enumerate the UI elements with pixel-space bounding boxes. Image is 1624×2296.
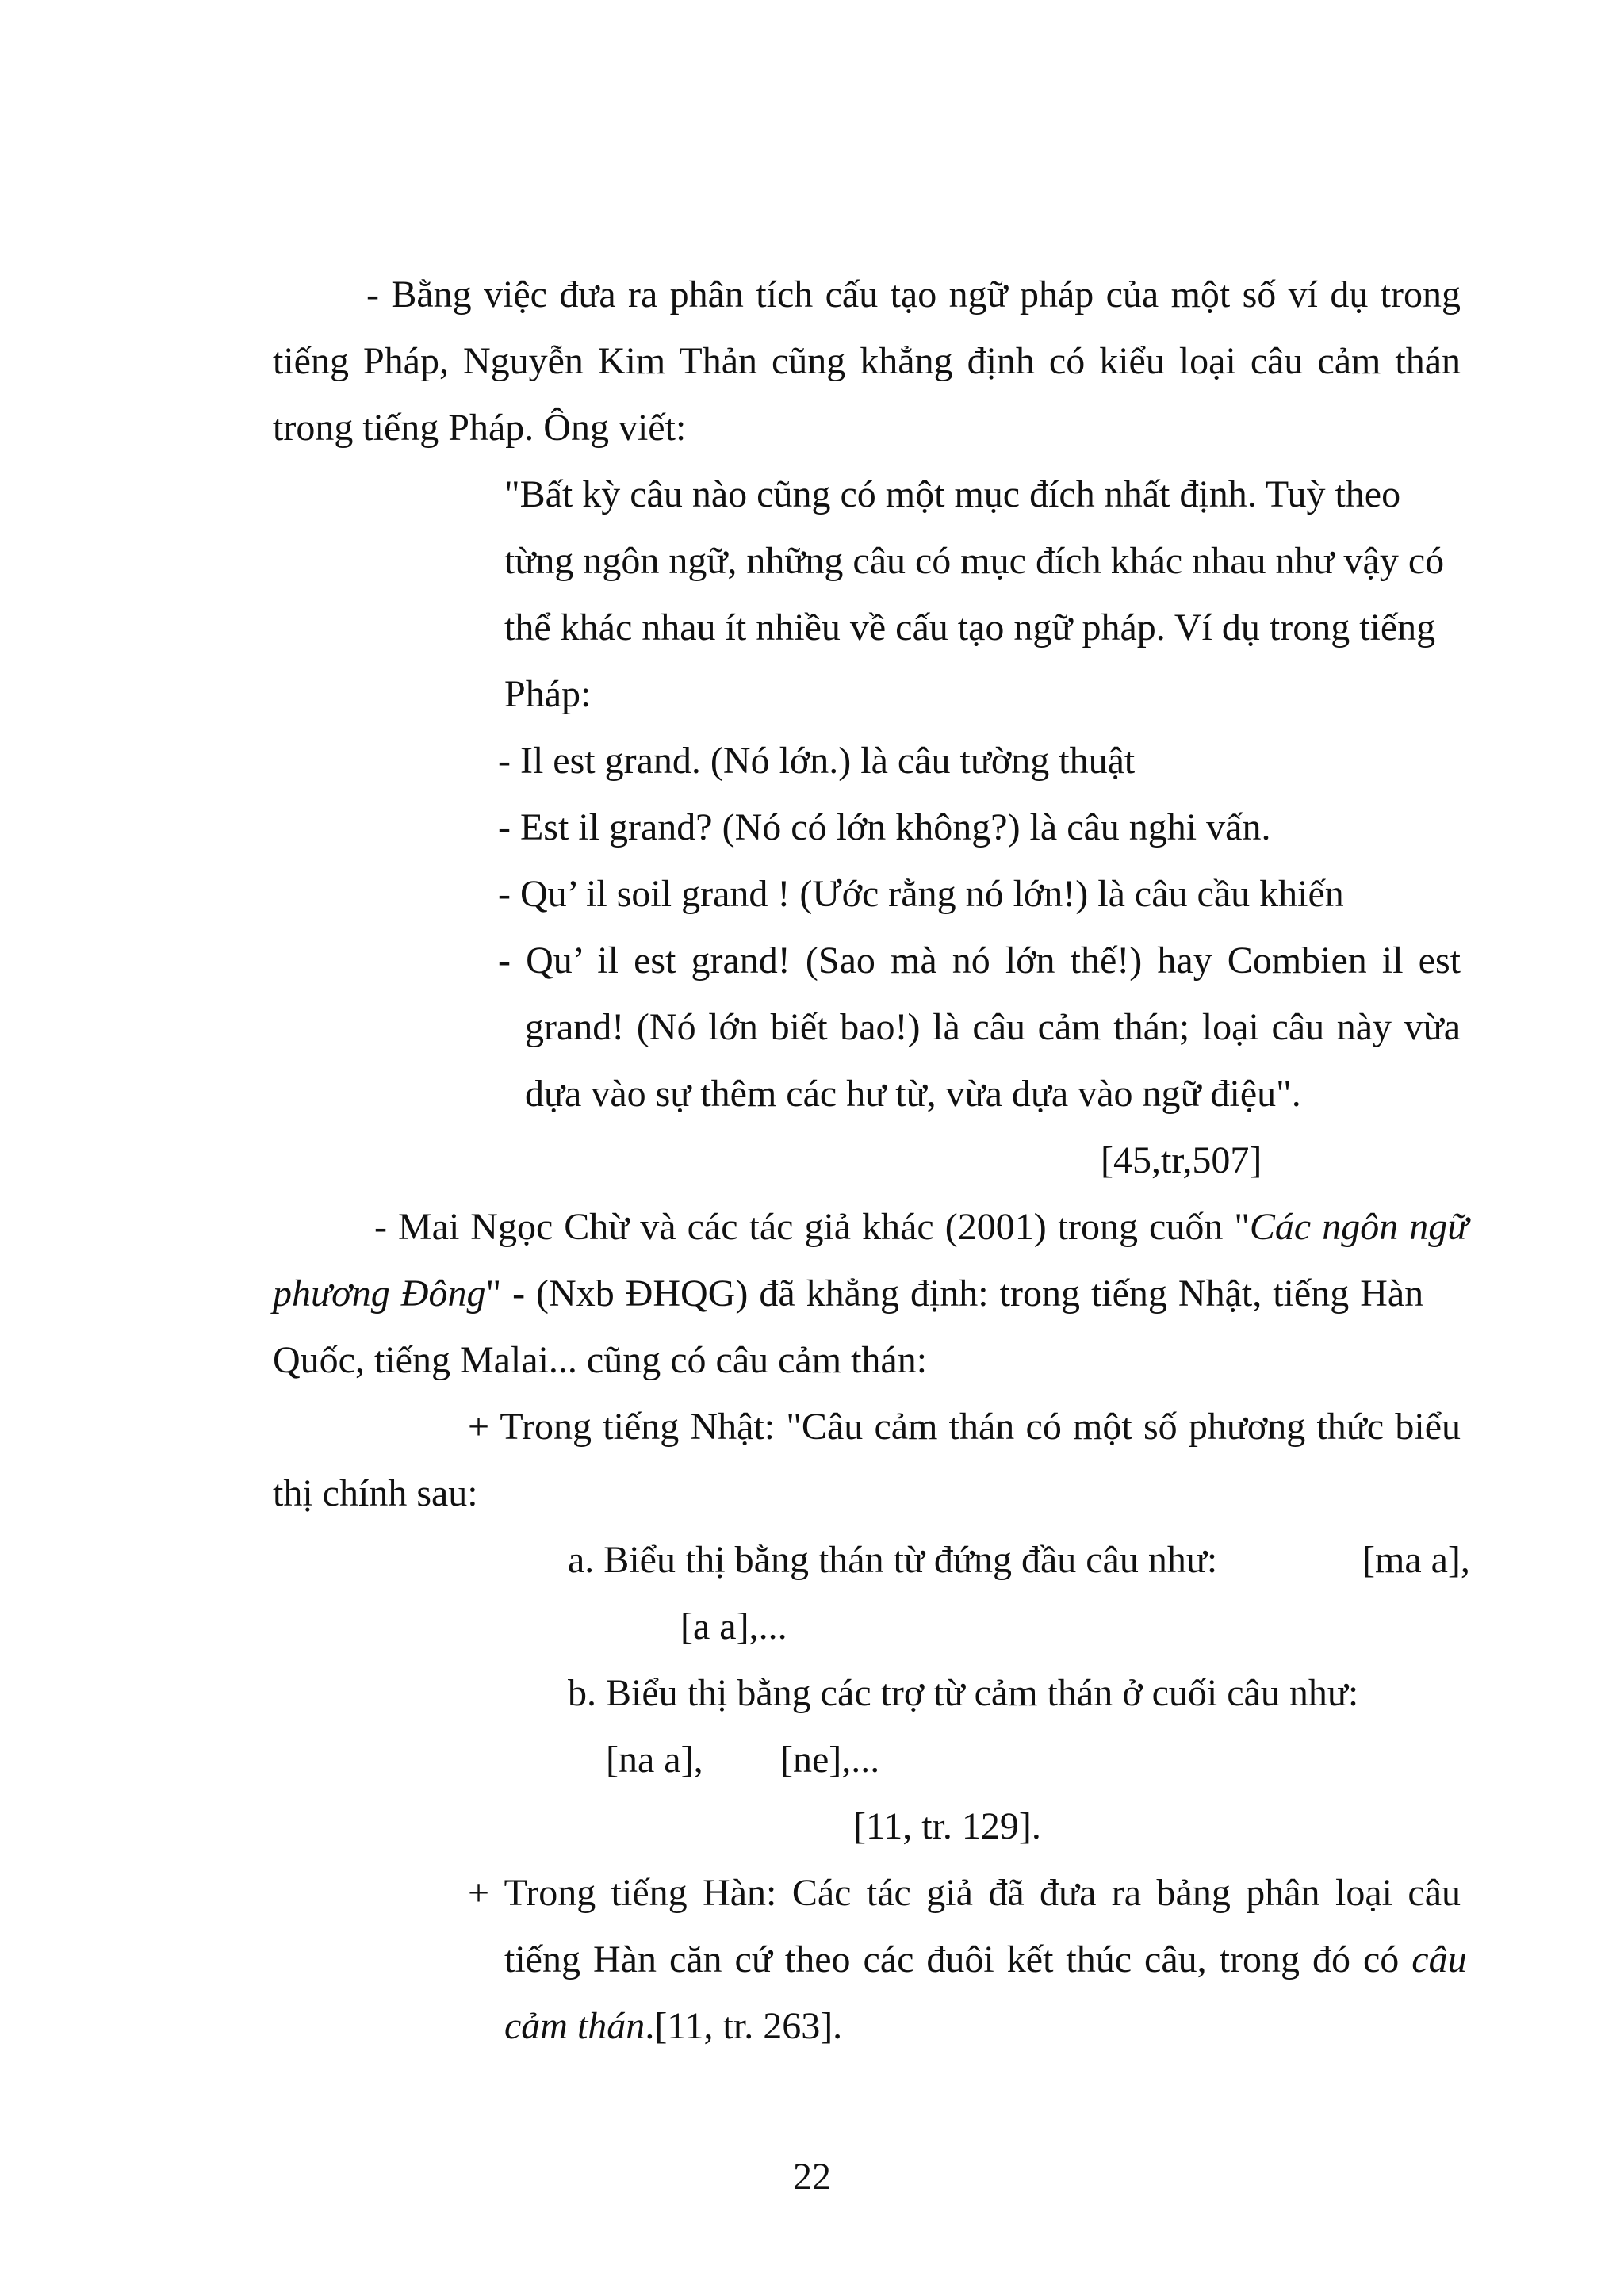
list-item-a: a. Biểu thị bằng thán từ đứng đầu câu như: [568,1539,1218,1581]
example-text: [ne],... [780,1739,880,1781]
paragraph-line: thị chính sau: [273,1472,478,1514]
emphasis-text: câu [1411,1938,1467,1980]
paragraph-line: Quốc, tiếng Malai... cũng có câu cảm thán: [273,1339,928,1381]
paragraph-line: trong tiếng Pháp. Ông viết: [273,407,687,449]
paragraph-text: " - (Nxb ĐHQG) đã khẳng định: trong tiếng Nhật, tiếng Hàn [485,1272,1424,1314]
quote-line: Pháp: [504,673,592,715]
paragraph-text: .[11, tr. 263]. [645,2005,843,2047]
paragraph-line: + Trong tiếng Hàn: Các tác giả đã đưa ra bảng phân loại câu [468,1872,1461,1914]
quote-citation: [45,tr,507] [1101,1139,1262,1181]
paragraph-line [504,2007,842,2045]
emphasis-text: cảm thán [504,2005,645,2047]
paragraph-line: tiếng Pháp, Nguyễn Kim Thản cũng khẳng định có kiểu loại câu cảm thán [273,340,1461,382]
list-item-b: b. Biểu thị bằng các trợ từ cảm thán ở cuối câu như: [568,1672,1359,1714]
citation: [11, tr. 129]. [853,1805,1041,1847]
paragraph-line: - Bằng việc đưa ra phân tích cấu tạo ngữ pháp của một số ví dụ trong [366,274,1461,316]
quote-list-item: - Qu’ il soil grand ! (Ước rằng nó lớn!) là câu cầu khiến [498,873,1344,915]
quote-list-item-continued: grand! (Nó lớn biết bao!) là câu cảm thán; loại câu này vừa [525,1006,1461,1048]
book-title: phương Đông [273,1272,486,1314]
quote-line: thể khác nhau ít nhiều về cấu tạo ngữ pháp. Ví dụ trong tiếng [504,607,1436,649]
paragraph-line: + Trong tiếng Nhật: "Câu cảm thán có một số phương thức biểu [468,1406,1461,1448]
quote-list-item-continued: dựa vào sự thêm các hư từ, vừa dựa vào ngữ điệu". [525,1073,1301,1115]
quote-list-item: - Il est grand. (Nó lớn.) là câu tường thuật [498,740,1136,782]
quote-line: từng ngôn ngữ, những câu có mục đích khác nhau như vậy có [504,540,1445,582]
page-number: 22 [793,2156,831,2198]
example-text: [a a],... [680,1605,787,1647]
paragraph-text: tiếng Hàn căn cứ theo các đuôi kết thúc câu, trong đó có [504,1938,1412,1980]
quote-line: "Bất kỳ câu nào cũng có một mục đích nhất định. Tuỳ theo [504,473,1401,515]
example-text: [na a], [606,1739,703,1781]
example-text: [ma a], [1362,1539,1470,1581]
book-title: Các ngôn ngữ [1249,1206,1469,1248]
paragraph-line [504,1938,1467,1980]
paragraph-line [273,1272,1424,1314]
paragraph-text: - Mai Ngọc Chừ và các tác giả khác (2001) trong cuốn " [374,1206,1250,1248]
quote-list-item: - Est il grand? (Nó có lớn không?) là câu nghi vấn. [498,806,1271,848]
quote-list-item: - Qu’ il est grand! (Sao mà nó lớn thế!) hay Combien il est [498,939,1461,982]
paragraph-line [374,1208,1468,1246]
